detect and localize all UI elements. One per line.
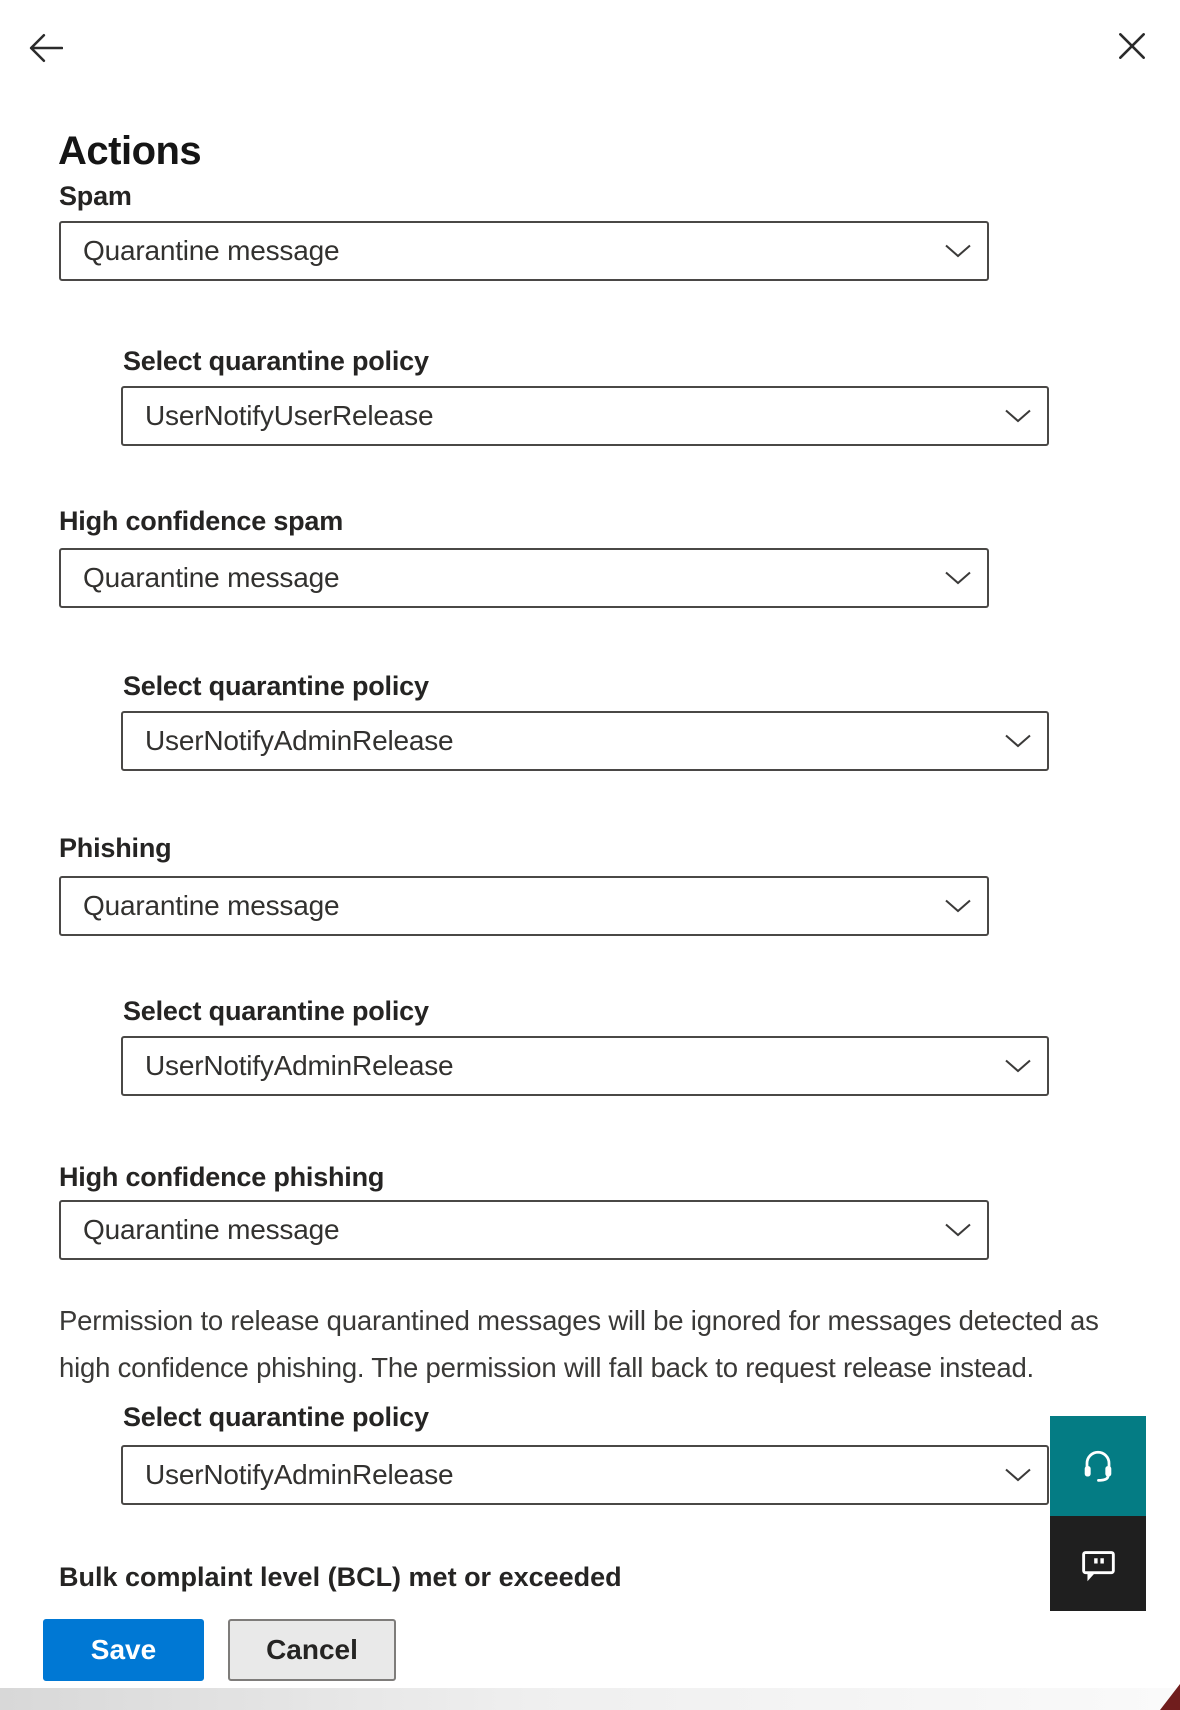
spam-policy-label: Select quarantine policy — [123, 346, 429, 376]
save-button[interactable]: Save — [43, 1619, 204, 1681]
hcs-policy-label: Select quarantine policy — [123, 671, 429, 701]
chevron-down-icon — [944, 899, 972, 913]
headset-icon — [1076, 1444, 1120, 1488]
spam-action-dropdown[interactable] — [59, 221, 989, 281]
phishing-action-dropdown[interactable] — [59, 876, 989, 936]
spam-action-value: Quarantine message — [83, 235, 340, 266]
phishing-policy-label: Select quarantine policy — [123, 996, 429, 1026]
hcp-quarantine-policy-value: UserNotifyAdminRelease — [145, 1459, 454, 1490]
spam-label: Spam — [59, 181, 132, 211]
bulk-complaint-label — [59, 1560, 622, 1592]
chevron-down-icon — [1004, 1059, 1032, 1073]
hcp-policy-label: Select quarantine policy — [123, 1402, 429, 1432]
chevron-down-icon — [1004, 409, 1032, 423]
close-button[interactable] — [1112, 26, 1152, 66]
chevron-down-icon — [944, 571, 972, 585]
arrow-left-icon — [29, 31, 63, 65]
feedback-button[interactable] — [1050, 1516, 1146, 1611]
chevron-down-icon — [944, 1223, 972, 1237]
feedback-chat-icon — [1075, 1541, 1121, 1587]
hcp-quarantine-policy-dropdown[interactable] — [121, 1445, 1049, 1505]
high-confidence-spam-action-dropdown[interactable] — [59, 548, 989, 608]
phishing-quarantine-policy-dropdown[interactable] — [121, 1036, 1049, 1096]
cancel-button[interactable]: Cancel — [228, 1619, 396, 1681]
note-line: Permission to release quarantined messages will be ignored for messages detected as — [59, 1305, 1099, 1336]
high-confidence-spam-label: High confidence spam — [59, 506, 344, 536]
phishing-label: Phishing — [59, 833, 172, 863]
chevron-down-icon — [1004, 734, 1032, 748]
chevron-down-icon — [944, 244, 972, 258]
high-confidence-phishing-action-dropdown[interactable] — [59, 1200, 989, 1260]
help-button[interactable] — [1050, 1416, 1146, 1516]
footer — [0, 1592, 1180, 1710]
hcs-quarantine-policy-value: UserNotifyAdminRelease — [145, 725, 454, 756]
spam-quarantine-policy-dropdown[interactable] — [121, 386, 1049, 446]
back-button[interactable] — [26, 28, 66, 68]
bulk-complaint-label-text: Bulk complaint level (BCL) met or exceeded — [59, 1562, 622, 1592]
spam-quarantine-policy-value: UserNotifyUserRelease — [145, 400, 434, 431]
note-line: high confidence phishing. The permission will fall back to request release instead. — [59, 1352, 1034, 1383]
close-icon — [1118, 32, 1146, 60]
hcp-permission-note — [59, 1297, 1099, 1391]
high-confidence-phishing-label: High confidence phishing — [59, 1162, 385, 1192]
hcs-quarantine-policy-dropdown[interactable] — [121, 711, 1049, 771]
phishing-action-value: Quarantine message — [83, 890, 340, 921]
high-confidence-spam-action-value: Quarantine message — [83, 562, 340, 593]
high-confidence-phishing-action-value: Quarantine message — [83, 1214, 340, 1245]
phishing-quarantine-policy-value: UserNotifyAdminRelease — [145, 1050, 454, 1081]
bottom-gradient-band — [0, 1688, 1180, 1710]
chevron-down-icon — [1004, 1468, 1032, 1482]
page-title: Actions — [58, 128, 202, 173]
